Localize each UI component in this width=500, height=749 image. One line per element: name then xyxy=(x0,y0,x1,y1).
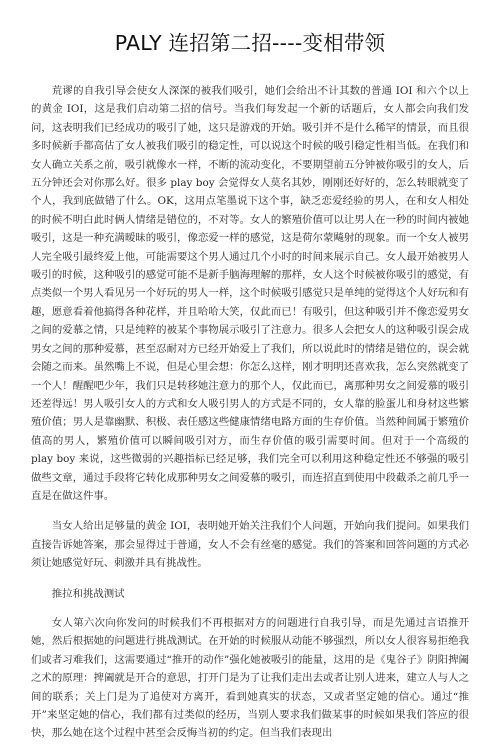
body-paragraph: 女人第六次向你发问的时候我们不再根据对方的问题进行自我引导，而是先通过言语推开她，然后根据她的问题进行挑战测试。在开始的时候服从动能不够强烈，所以女人很容易拒绝我们或者习难我们，这需要通过“推开的动作”强化她被吸引的能量，这用的是《鬼谷子》阴阳捭阖之术的原理：捭阖就是开合的意思，打开门是为了让我们走出去或者让别人进来，建立人与人之间的联系；关上门是为了追使对方离开，看到她真实的状态，又或者坚定她的信心。通过“推开”来坚定她的信心，我们都有过类似的经历，当别人要求我们做某事的时候如果我们答应的很快，那么她在这个过程中甚至会反悔当初的约定。但当我们表现出 xyxy=(31,616,469,740)
body-paragraph: 当女人给出足够量的黄金 IOI，表明她开始关注我们个人问题，开始向我们提问。如果我们直接告诉她答案，那会显得过于普通，女人不会有丝毫的感觉。我们的答案和回答问题的方式必须让她感觉好玩、刺激并具有挑战性。 xyxy=(31,520,469,570)
section-heading: 推拉和挑战测试 xyxy=(51,587,125,600)
body-paragraph: 荒谬的自我引导会使女人深深的被我们吸引，她们会给出不计其数的普通 IOI 和六个以上的黄金 IOI，这是我们启动第二招的信号。当我们每发起一个新的话题后，女人都会向我们发问，这表明我们已经成功的吸引了她，这只是游戏的开始。吸引并不是什么稀罕的情景，而且很多时候新手都高估了女人被我们吸引的稳定性，可以说这个时候的吸引稳定性相当低。在我们和女人确立关系之前，吸引就像水一样，不断的流动变化，不要期望前五分钟被你吸引的女人，后五分钟还会对你那么好。很多 play boy 会觉得女人莫名其妙，刚刚还好好的，怎么转眼就变了个人，我到底做错了什么。OK，这用点笔墨说下这个事，缺乏恋爱经验的男人，在和女人相处的时候不明白此时俩人情绪是错位的，不对等。女人的繁殖价值可以让男人在一秒的时间内被她吸引，这是一种充满暧昧的吸引，像恋爱一样的感觉，这是荷尔蒙飚射的现象。而一个女人被男人完全吸引最终爱上他，可能需要这个男人通过几个小时的时间来展示自己。女人最开始被男人吸引的时候，这种吸引的感觉可能不是新手脑海理解的那样，女人这个时候被你吸引的感觉，有点类似一个男人看见另一个好玩的男人一样，这个时候吸引感觉只是单纯的觉得这个人好玩和有趣，愿意看着他搞得各种花样，并且哈哈大笑，仅此而已！有吸引，但这种吸引并不像恋爱男女之间的爱慕之情，只是纯粹的被某个事物展示吸引了注意力。很多人会把女人的这种吸引误会成男女之间的那种爱慕，甚至忍耐对方已经开始爱上了我们，所以说此时的情绪是错位的，误会就会随之而来。虽然嘴上不说，但是心里会想：你怎么这样，刚才明明还喜欢我，怎么突然就变了一个人！醒醒吧少年，我们只是转移她注意力的那个人，仅此而已，离那种男女之间爱慕的吸引还差得远！男人吸引女人的方式和女人吸引男人的方式是不同的，女人靠的脸蛋儿和身材这些繁殖价值；男人是靠幽默、积极、表任感这些健康情绪电路方面的生存价值。当然种间属于繁殖价值高的男人，繁殖价值可以瞬间吸引对方，而生存价值的吸引需要时间。但对于一个高级的 play boy 来说，这些微弱的兴趣指标已经足够，我们完全可以利用这种稳定性还不够强的吸引做些文章，通过手段将它转化成那种男女之间爱慕的吸引，而连招直到使用中段截杀之前几乎一直是在做这件事。 xyxy=(31,85,469,502)
page-title: PALY 连招第二招----变相带领 xyxy=(114,31,386,55)
